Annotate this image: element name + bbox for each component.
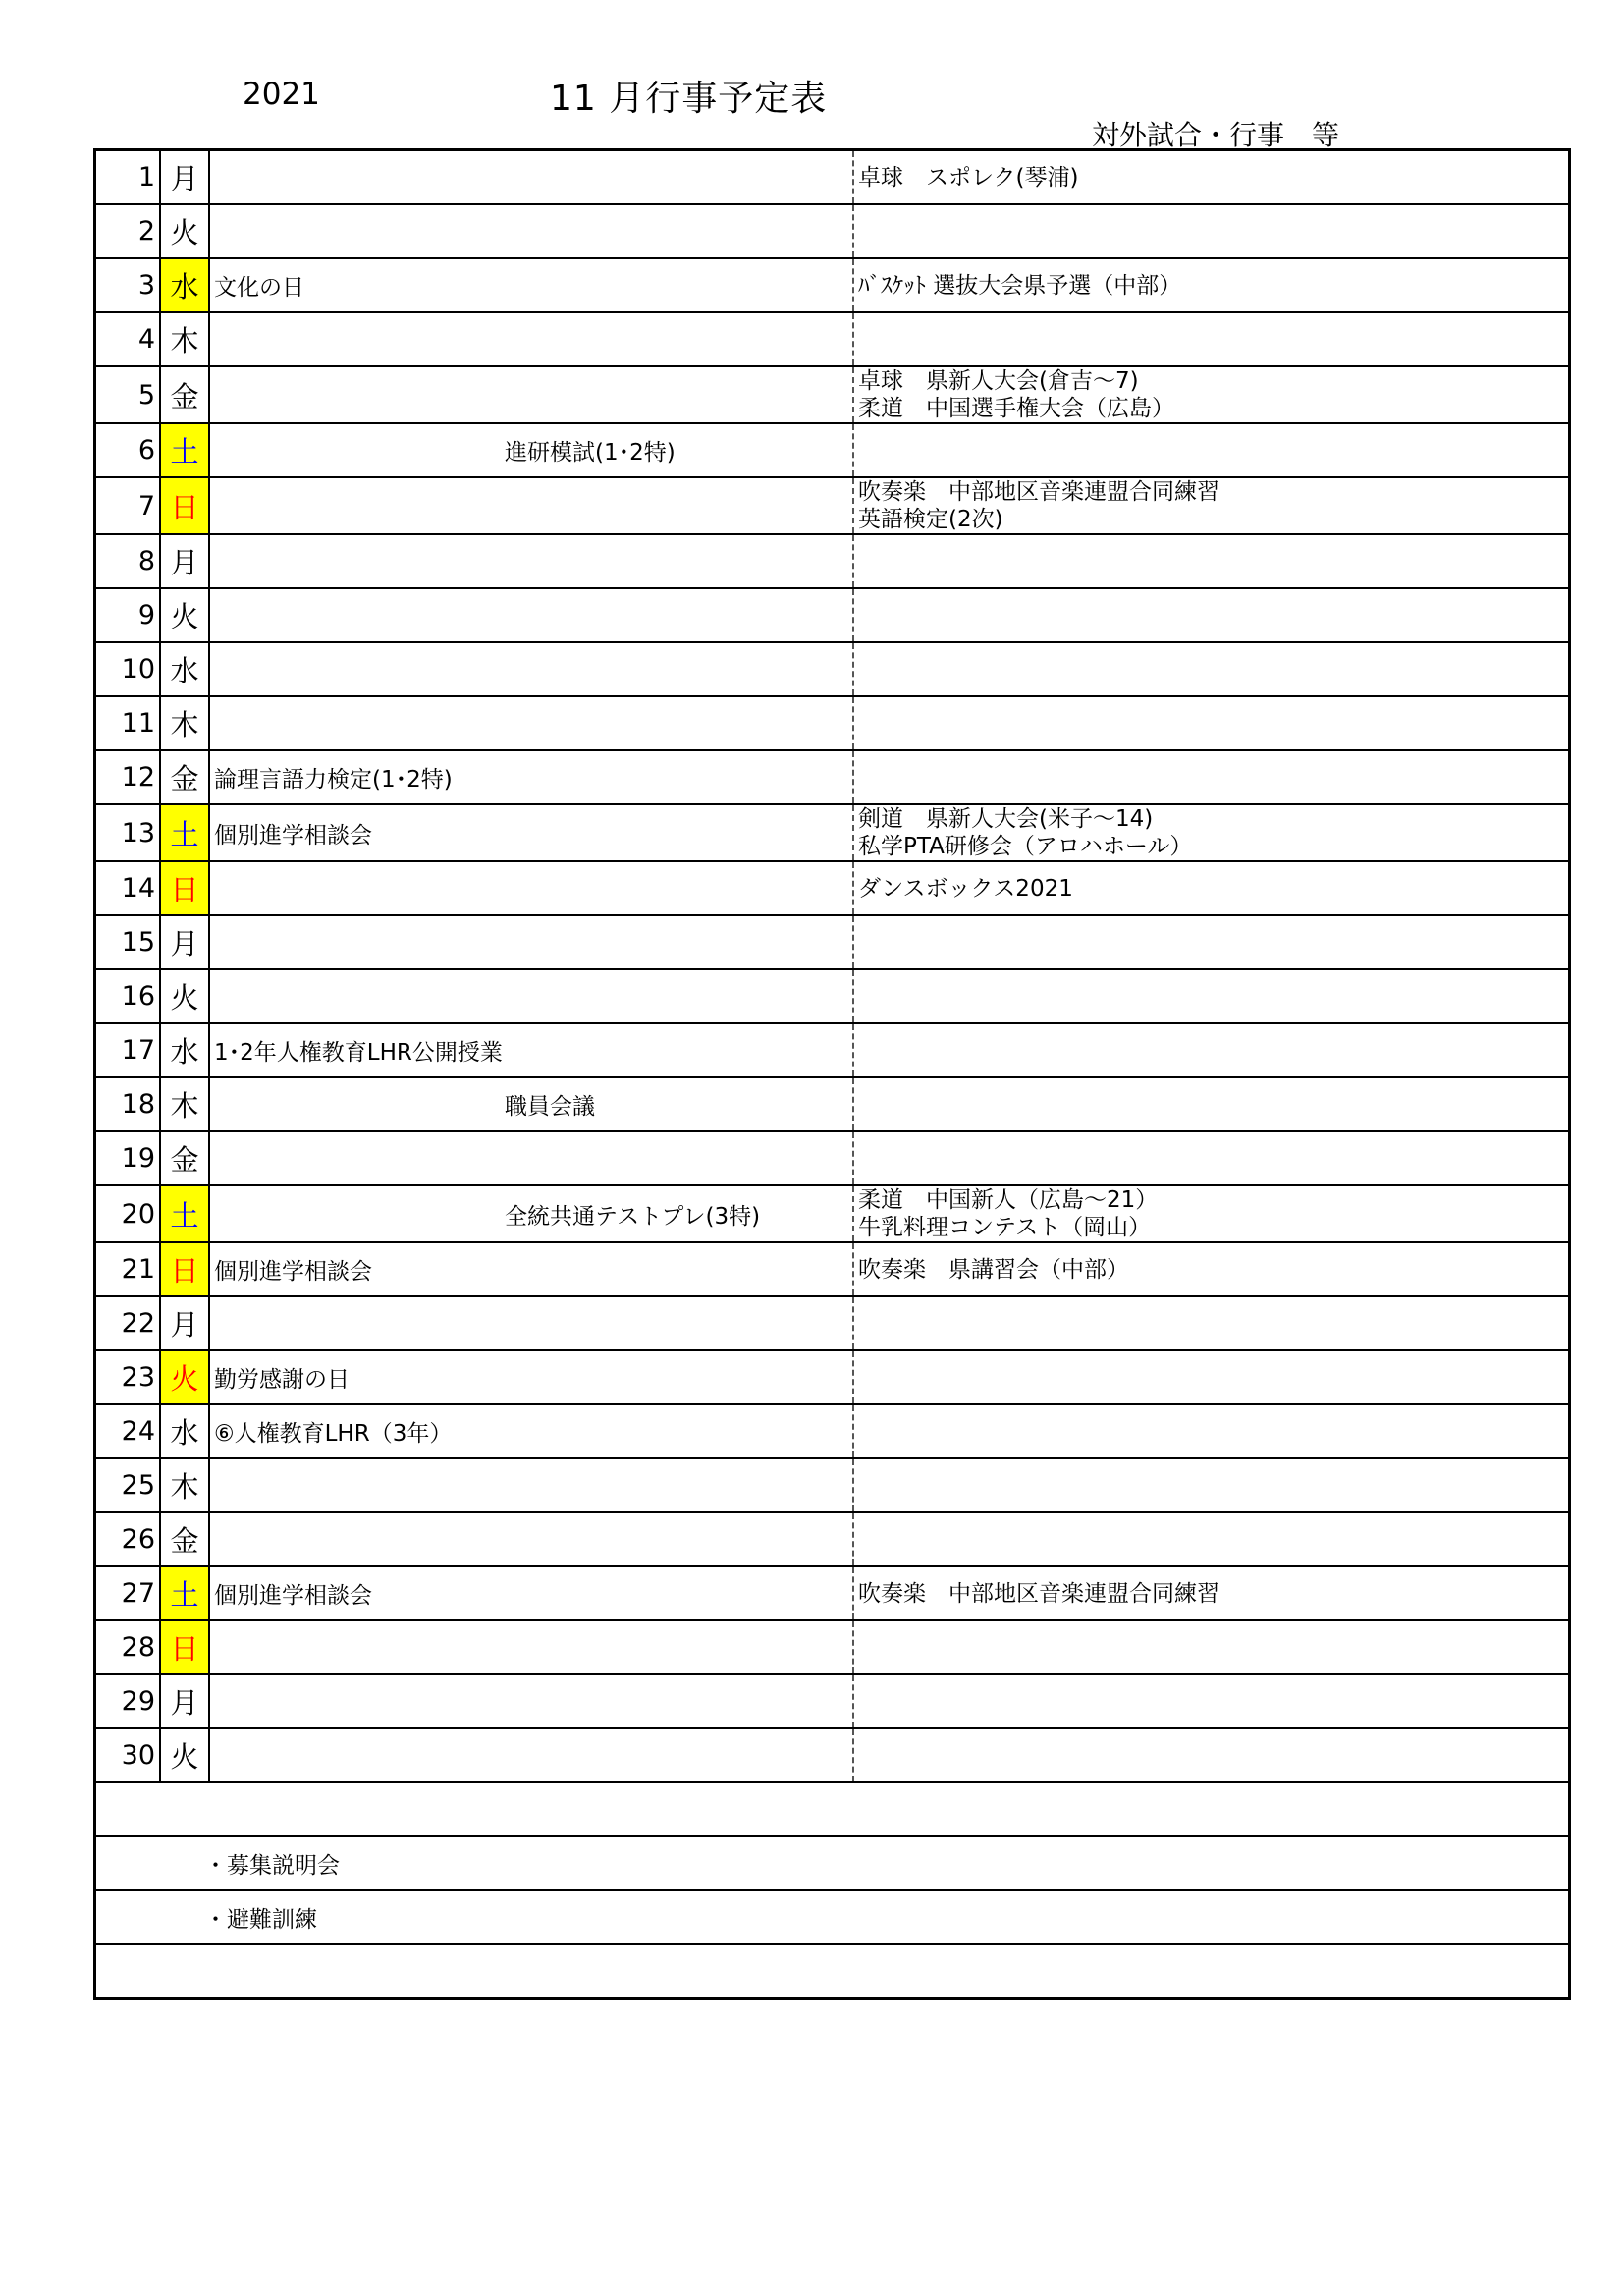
footer-row bbox=[95, 1836, 1570, 1890]
school-event-cell bbox=[209, 477, 853, 534]
external-event-line: 私学PTA研修会（アロハホール） bbox=[858, 834, 1193, 859]
external-event-cell bbox=[853, 1131, 1570, 1185]
external-event-cell bbox=[853, 696, 1570, 750]
external-event-cell bbox=[853, 588, 1570, 642]
schedule-row bbox=[95, 477, 1570, 534]
day-number: 17 bbox=[95, 1023, 161, 1077]
year-label: 2021 bbox=[243, 77, 320, 112]
schedule-row bbox=[95, 642, 1570, 696]
external-event-cell bbox=[853, 477, 1570, 534]
day-number: 11 bbox=[95, 696, 161, 750]
external-event-cell bbox=[853, 861, 1570, 915]
external-event-cell bbox=[853, 1674, 1570, 1728]
schedule-row bbox=[95, 1404, 1570, 1458]
external-event-cell bbox=[853, 1242, 1570, 1296]
footer-note bbox=[95, 1782, 1570, 1836]
day-number: 12 bbox=[95, 750, 161, 804]
weekday-cell: 水 bbox=[160, 1023, 209, 1077]
day-number: 9 bbox=[95, 588, 161, 642]
school-event-cell: 職員会議 bbox=[209, 1077, 853, 1131]
schedule-row bbox=[95, 1674, 1570, 1728]
school-event-cell bbox=[209, 312, 853, 366]
schedule-row bbox=[95, 861, 1570, 915]
day-number: 29 bbox=[95, 1674, 161, 1728]
school-event-cell bbox=[209, 861, 853, 915]
school-event-cell bbox=[209, 1512, 853, 1566]
schedule-row bbox=[95, 1512, 1570, 1566]
external-event-cell bbox=[853, 1023, 1570, 1077]
day-number: 27 bbox=[95, 1566, 161, 1620]
external-event-cell bbox=[853, 1185, 1570, 1242]
schedule-row bbox=[95, 750, 1570, 804]
weekday-cell: 土 bbox=[160, 1185, 209, 1242]
schedule-row bbox=[95, 1131, 1570, 1185]
weekday-cell: 金 bbox=[160, 1131, 209, 1185]
footer-note bbox=[95, 1944, 1570, 1999]
external-event-cell bbox=[853, 258, 1570, 312]
weekday-cell: 月 bbox=[160, 150, 209, 205]
external-event-line: 吹奏楽 中部地区音楽連盟合同練習 bbox=[858, 1580, 1219, 1607]
school-event-cell bbox=[209, 642, 853, 696]
day-number: 30 bbox=[95, 1728, 161, 1782]
weekday-cell: 火 bbox=[160, 204, 209, 258]
weekday-cell: 月 bbox=[160, 534, 209, 588]
schedule-row bbox=[95, 588, 1570, 642]
page-title: 11 月行事予定表 bbox=[550, 79, 828, 119]
day-number: 24 bbox=[95, 1404, 161, 1458]
school-event-cell: 個別進学相談会 bbox=[209, 804, 853, 861]
weekday-cell: 月 bbox=[160, 1674, 209, 1728]
weekday-cell: 土 bbox=[160, 423, 209, 477]
schedule-row bbox=[95, 1296, 1570, 1350]
external-event-cell bbox=[853, 366, 1570, 423]
external-event-cell bbox=[853, 1512, 1570, 1566]
weekday-cell: 月 bbox=[160, 1296, 209, 1350]
school-event-cell bbox=[209, 1131, 853, 1185]
day-number: 25 bbox=[95, 1458, 161, 1512]
school-event-cell bbox=[209, 534, 853, 588]
weekday-cell: 火 bbox=[160, 969, 209, 1023]
school-event-cell: 個別進学相談会 bbox=[209, 1242, 853, 1296]
day-number: 19 bbox=[95, 1131, 161, 1185]
schedule-row bbox=[95, 423, 1570, 477]
weekday-cell: 火 bbox=[160, 1350, 209, 1404]
external-event-cell bbox=[853, 150, 1570, 205]
weekday-cell: 火 bbox=[160, 1728, 209, 1782]
weekday-cell: 日 bbox=[160, 1242, 209, 1296]
day-number: 22 bbox=[95, 1296, 161, 1350]
external-event-line: 吹奏楽 中部地区音楽連盟合同練習 bbox=[858, 479, 1219, 505]
day-number: 5 bbox=[95, 366, 161, 423]
weekday-cell: 木 bbox=[160, 696, 209, 750]
school-event-cell bbox=[209, 696, 853, 750]
school-event-cell: 論理言語力検定(1･2特) bbox=[209, 750, 853, 804]
external-event-line: 剣道 県新人大会(米子～14) bbox=[858, 806, 1154, 832]
external-event-cell bbox=[853, 1728, 1570, 1782]
external-event-line: 卓球 スポレク(琴浦) bbox=[858, 164, 1079, 191]
weekday-cell: 水 bbox=[160, 642, 209, 696]
schedule-row bbox=[95, 1620, 1570, 1674]
schedule-row bbox=[95, 1077, 1570, 1131]
schedule-row bbox=[95, 915, 1570, 969]
day-number: 23 bbox=[95, 1350, 161, 1404]
schedule-row bbox=[95, 804, 1570, 861]
weekday-cell: 日 bbox=[160, 1620, 209, 1674]
schedule-row bbox=[95, 1242, 1570, 1296]
external-event-cell bbox=[853, 1566, 1570, 1620]
external-event-cell bbox=[853, 423, 1570, 477]
day-number: 3 bbox=[95, 258, 161, 312]
weekday-cell: 月 bbox=[160, 915, 209, 969]
day-number: 16 bbox=[95, 969, 161, 1023]
day-number: 21 bbox=[95, 1242, 161, 1296]
day-number: 1 bbox=[95, 150, 161, 205]
day-number: 13 bbox=[95, 804, 161, 861]
schedule-row bbox=[95, 1458, 1570, 1512]
external-event-cell bbox=[853, 1350, 1570, 1404]
schedule-table bbox=[93, 148, 1571, 2000]
schedule-row bbox=[95, 534, 1570, 588]
external-event-cell bbox=[853, 915, 1570, 969]
schedule-row bbox=[95, 696, 1570, 750]
schedule-row bbox=[95, 1185, 1570, 1242]
external-event-line: 吹奏楽 県講習会（中部） bbox=[858, 1256, 1129, 1283]
external-event-line: 卓球 県新人大会(倉吉～7) bbox=[858, 368, 1139, 394]
school-event-cell: 1･2年人権教育LHR公開授業 bbox=[209, 1023, 853, 1077]
schedule-body bbox=[95, 150, 1570, 1999]
school-event-cell bbox=[209, 366, 853, 423]
schedule-row bbox=[95, 969, 1570, 1023]
school-event-cell bbox=[209, 1458, 853, 1512]
weekday-cell: 木 bbox=[160, 1458, 209, 1512]
day-number: 14 bbox=[95, 861, 161, 915]
day-number: 26 bbox=[95, 1512, 161, 1566]
external-event-line: 柔道 中国選手権大会（広島） bbox=[858, 396, 1174, 421]
day-number: 6 bbox=[95, 423, 161, 477]
school-event-cell: 進研模試(1･2特) bbox=[209, 423, 853, 477]
school-event-cell bbox=[209, 1674, 853, 1728]
schedule-row bbox=[95, 150, 1570, 205]
footer-note: ・避難訓練 bbox=[95, 1890, 1570, 1944]
external-event-cell bbox=[853, 750, 1570, 804]
day-number: 20 bbox=[95, 1185, 161, 1242]
day-number: 4 bbox=[95, 312, 161, 366]
day-number: 7 bbox=[95, 477, 161, 534]
day-number: 10 bbox=[95, 642, 161, 696]
external-event-cell bbox=[853, 804, 1570, 861]
external-event-line: 牛乳料理コンテスト（岡山） bbox=[858, 1215, 1152, 1240]
external-event-line: 英語検定(2次) bbox=[858, 507, 1003, 532]
schedule-row bbox=[95, 1023, 1570, 1077]
school-event-cell: 勤労感謝の日 bbox=[209, 1350, 853, 1404]
external-event-line: 柔道 中国新人（広島～21） bbox=[858, 1187, 1159, 1213]
schedule-row bbox=[95, 258, 1570, 312]
school-event-cell: 全統共通テストプレ(3特) bbox=[209, 1185, 853, 1242]
school-event-cell bbox=[209, 1620, 853, 1674]
footer-row bbox=[95, 1890, 1570, 1944]
day-number: 2 bbox=[95, 204, 161, 258]
school-event-cell bbox=[209, 969, 853, 1023]
external-event-line: ﾊﾞｽｹｯﾄ 選抜大会県予選（中部） bbox=[858, 272, 1182, 299]
school-event-cell bbox=[209, 915, 853, 969]
school-event-cell bbox=[209, 1296, 853, 1350]
schedule-row bbox=[95, 366, 1570, 423]
weekday-cell: 日 bbox=[160, 477, 209, 534]
day-number: 15 bbox=[95, 915, 161, 969]
schedule-row bbox=[95, 312, 1570, 366]
weekday-cell: 日 bbox=[160, 861, 209, 915]
external-event-cell bbox=[853, 1404, 1570, 1458]
weekday-cell: 火 bbox=[160, 588, 209, 642]
weekday-cell: 金 bbox=[160, 366, 209, 423]
external-event-cell bbox=[853, 1296, 1570, 1350]
weekday-cell: 木 bbox=[160, 1077, 209, 1131]
external-event-line: ダンスボックス2021 bbox=[858, 875, 1073, 902]
external-event-cell bbox=[853, 969, 1570, 1023]
school-event-cell: 個別進学相談会 bbox=[209, 1566, 853, 1620]
column-subtitle: 対外試合・行事 等 bbox=[1092, 119, 1340, 151]
weekday-cell: 水 bbox=[160, 1404, 209, 1458]
external-event-cell bbox=[853, 534, 1570, 588]
external-event-cell bbox=[853, 312, 1570, 366]
footer-row bbox=[95, 1944, 1570, 1999]
external-event-cell bbox=[853, 204, 1570, 258]
schedule-row bbox=[95, 204, 1570, 258]
external-event-cell bbox=[853, 642, 1570, 696]
school-event-cell bbox=[209, 204, 853, 258]
weekday-cell: 金 bbox=[160, 1512, 209, 1566]
school-event-cell bbox=[209, 150, 853, 205]
school-event-cell bbox=[209, 588, 853, 642]
weekday-cell: 金 bbox=[160, 750, 209, 804]
footer-row bbox=[95, 1782, 1570, 1836]
schedule-row bbox=[95, 1566, 1570, 1620]
weekday-cell: 木 bbox=[160, 312, 209, 366]
day-number: 8 bbox=[95, 534, 161, 588]
schedule-row bbox=[95, 1728, 1570, 1782]
weekday-cell: 土 bbox=[160, 1566, 209, 1620]
external-event-cell bbox=[853, 1077, 1570, 1131]
school-event-cell bbox=[209, 1728, 853, 1782]
day-number: 28 bbox=[95, 1620, 161, 1674]
weekday-cell: 土 bbox=[160, 804, 209, 861]
school-event-cell: ⑥人権教育LHR（3年） bbox=[209, 1404, 853, 1458]
school-event-cell: 文化の日 bbox=[209, 258, 853, 312]
external-event-cell bbox=[853, 1620, 1570, 1674]
schedule-row bbox=[95, 1350, 1570, 1404]
weekday-cell: 水 bbox=[160, 258, 209, 312]
footer-note: ・募集説明会 bbox=[95, 1836, 1570, 1890]
day-number: 18 bbox=[95, 1077, 161, 1131]
external-event-cell bbox=[853, 1458, 1570, 1512]
